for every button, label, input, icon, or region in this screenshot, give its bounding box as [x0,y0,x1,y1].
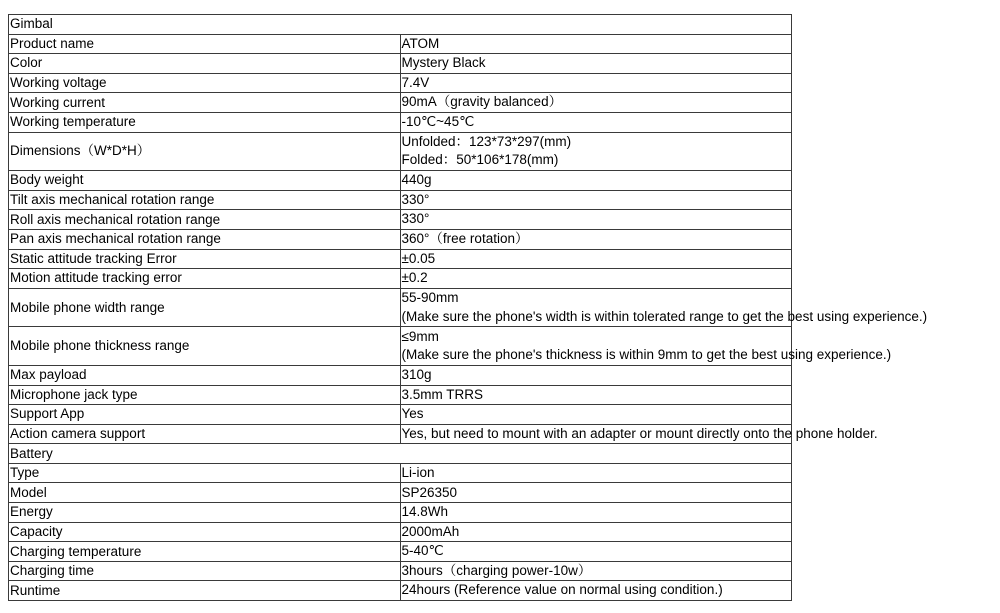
spec-value-line: Mystery Black [401,55,486,71]
spec-value-line: 5-40℃ [401,543,444,559]
spec-value-line: 7.4V [401,74,430,90]
spec-label: Working temperature [9,112,401,132]
spec-value-line: ±0.2 [401,270,428,286]
spec-row [9,34,792,54]
spec-value [400,34,792,54]
spec-value [400,73,792,93]
spec-value [400,288,928,327]
section-header-row [9,15,792,35]
spec-value [400,463,792,483]
spec-label: Mobile phone width range [9,288,401,327]
spec-row [9,542,792,562]
spec-value [400,483,792,503]
spec-row [9,581,792,601]
spec-row [9,210,792,230]
spec-value-line: ATOM [401,35,440,51]
spec-label: Action camera support [9,424,401,444]
spec-row [9,73,792,93]
spec-label: Color [9,54,401,74]
spec-label: Motion attitude tracking error [9,269,401,289]
spec-value [400,210,792,230]
spec-value [400,561,792,581]
spec-value-line: 330° [401,211,430,227]
section-title: Gimbal [9,15,792,35]
spec-row [9,190,792,210]
spec-value [400,249,792,269]
spec-label: Energy [9,503,401,523]
spec-row [9,132,792,171]
spec-value-line: 3.5mm TRRS [401,386,484,402]
spec-value-line: ≤9mm [401,328,439,344]
spec-value-line: 24hours (Reference value on normal using condition.) [401,582,723,598]
spec-row [9,171,792,191]
spec-value [400,229,792,249]
spec-row [9,327,792,366]
spec-value-line: -10℃~45℃ [401,114,475,130]
spec-value [400,54,792,74]
spec-value-line: 90mA（gravity balanced） [401,94,563,110]
spec-value [400,385,792,405]
spec-label: Tilt axis mechanical rotation range [9,190,401,210]
spec-label: Pan axis mechanical rotation range [9,229,401,249]
spec-value-line: 3hours（charging power-10w） [401,562,592,578]
spec-value [400,503,792,523]
spec-label: Charging time [9,561,401,581]
spec-value [400,581,792,601]
spec-label: Runtime [9,581,401,601]
spec-value-line: 55-90mm [401,290,459,306]
spec-value-line: Yes [401,406,424,422]
spec-value-line: 330° [401,191,430,207]
spec-row [9,229,792,249]
spec-row [9,463,792,483]
spec-value-line: 310g [401,366,432,382]
section-title: Battery [9,444,792,464]
spec-value-line: Li-ion [401,464,435,480]
spec-label: Charging temperature [9,542,401,562]
spec-row [9,503,792,523]
spec-label: Dimensions（W*D*H） [9,132,401,171]
spec-value [400,327,892,366]
spec-table-body [9,15,928,601]
spec-value-line: 14.8Wh [401,504,449,520]
spec-value [400,93,792,113]
spec-value-line: 2000mAh [401,523,460,539]
spec-label: Working voltage [9,73,401,93]
spec-value-line: 360°（free rotation） [401,230,529,246]
spec-value-line: 440g [401,172,432,188]
spec-value-line: ±0.05 [401,250,436,266]
spec-label: Type [9,463,401,483]
spec-value-line: Folded：50*106*178(mm) [401,152,559,168]
spec-label: Capacity [9,522,401,542]
section-header-row [9,444,792,464]
spec-label: Roll axis mechanical rotation range [9,210,401,230]
spec-row [9,424,792,444]
spec-row [9,288,792,327]
spec-row [9,269,792,289]
spec-row [9,93,792,113]
spec-label: Working current [9,93,401,113]
spec-value-line: SP26350 [401,484,458,500]
spec-label: Product name [9,34,401,54]
spec-row [9,365,792,385]
spec-value [400,190,792,210]
spec-value [400,522,792,542]
spec-label: Model [9,483,401,503]
spec-label: Support App [9,405,401,425]
spec-label: Mobile phone thickness range [9,327,401,366]
spec-row [9,522,792,542]
spec-label: Max payload [9,365,401,385]
spec-row [9,405,792,425]
spec-value [400,132,792,171]
spec-value [400,365,792,385]
spec-value [400,171,792,191]
spec-row [9,112,792,132]
spec-value [400,112,792,132]
spec-row [9,483,792,503]
spec-label: Microphone jack type [9,385,401,405]
spec-row [9,561,792,581]
spec-label: Static attitude tracking Error [9,249,401,269]
spec-value-line: (Make sure the phone's width is within tolerated range to get the best using experience.) [401,308,928,324]
spec-row [9,249,792,269]
spec-value [400,424,878,444]
spec-row [9,54,792,74]
spec-value-line: Yes, but need to mount with an adapter or mount directly onto the phone holder. [401,425,878,441]
spec-label: Body weight [9,171,401,191]
spec-value [400,269,792,289]
spec-value-line: (Make sure the phone's thickness is within 9mm to get the best using experience.) [401,347,892,363]
spec-value [400,542,792,562]
spec-value-line: Unfolded：123*73*297(mm) [401,133,572,149]
spec-table [8,14,928,601]
spec-row [9,385,792,405]
spec-value [400,405,792,425]
